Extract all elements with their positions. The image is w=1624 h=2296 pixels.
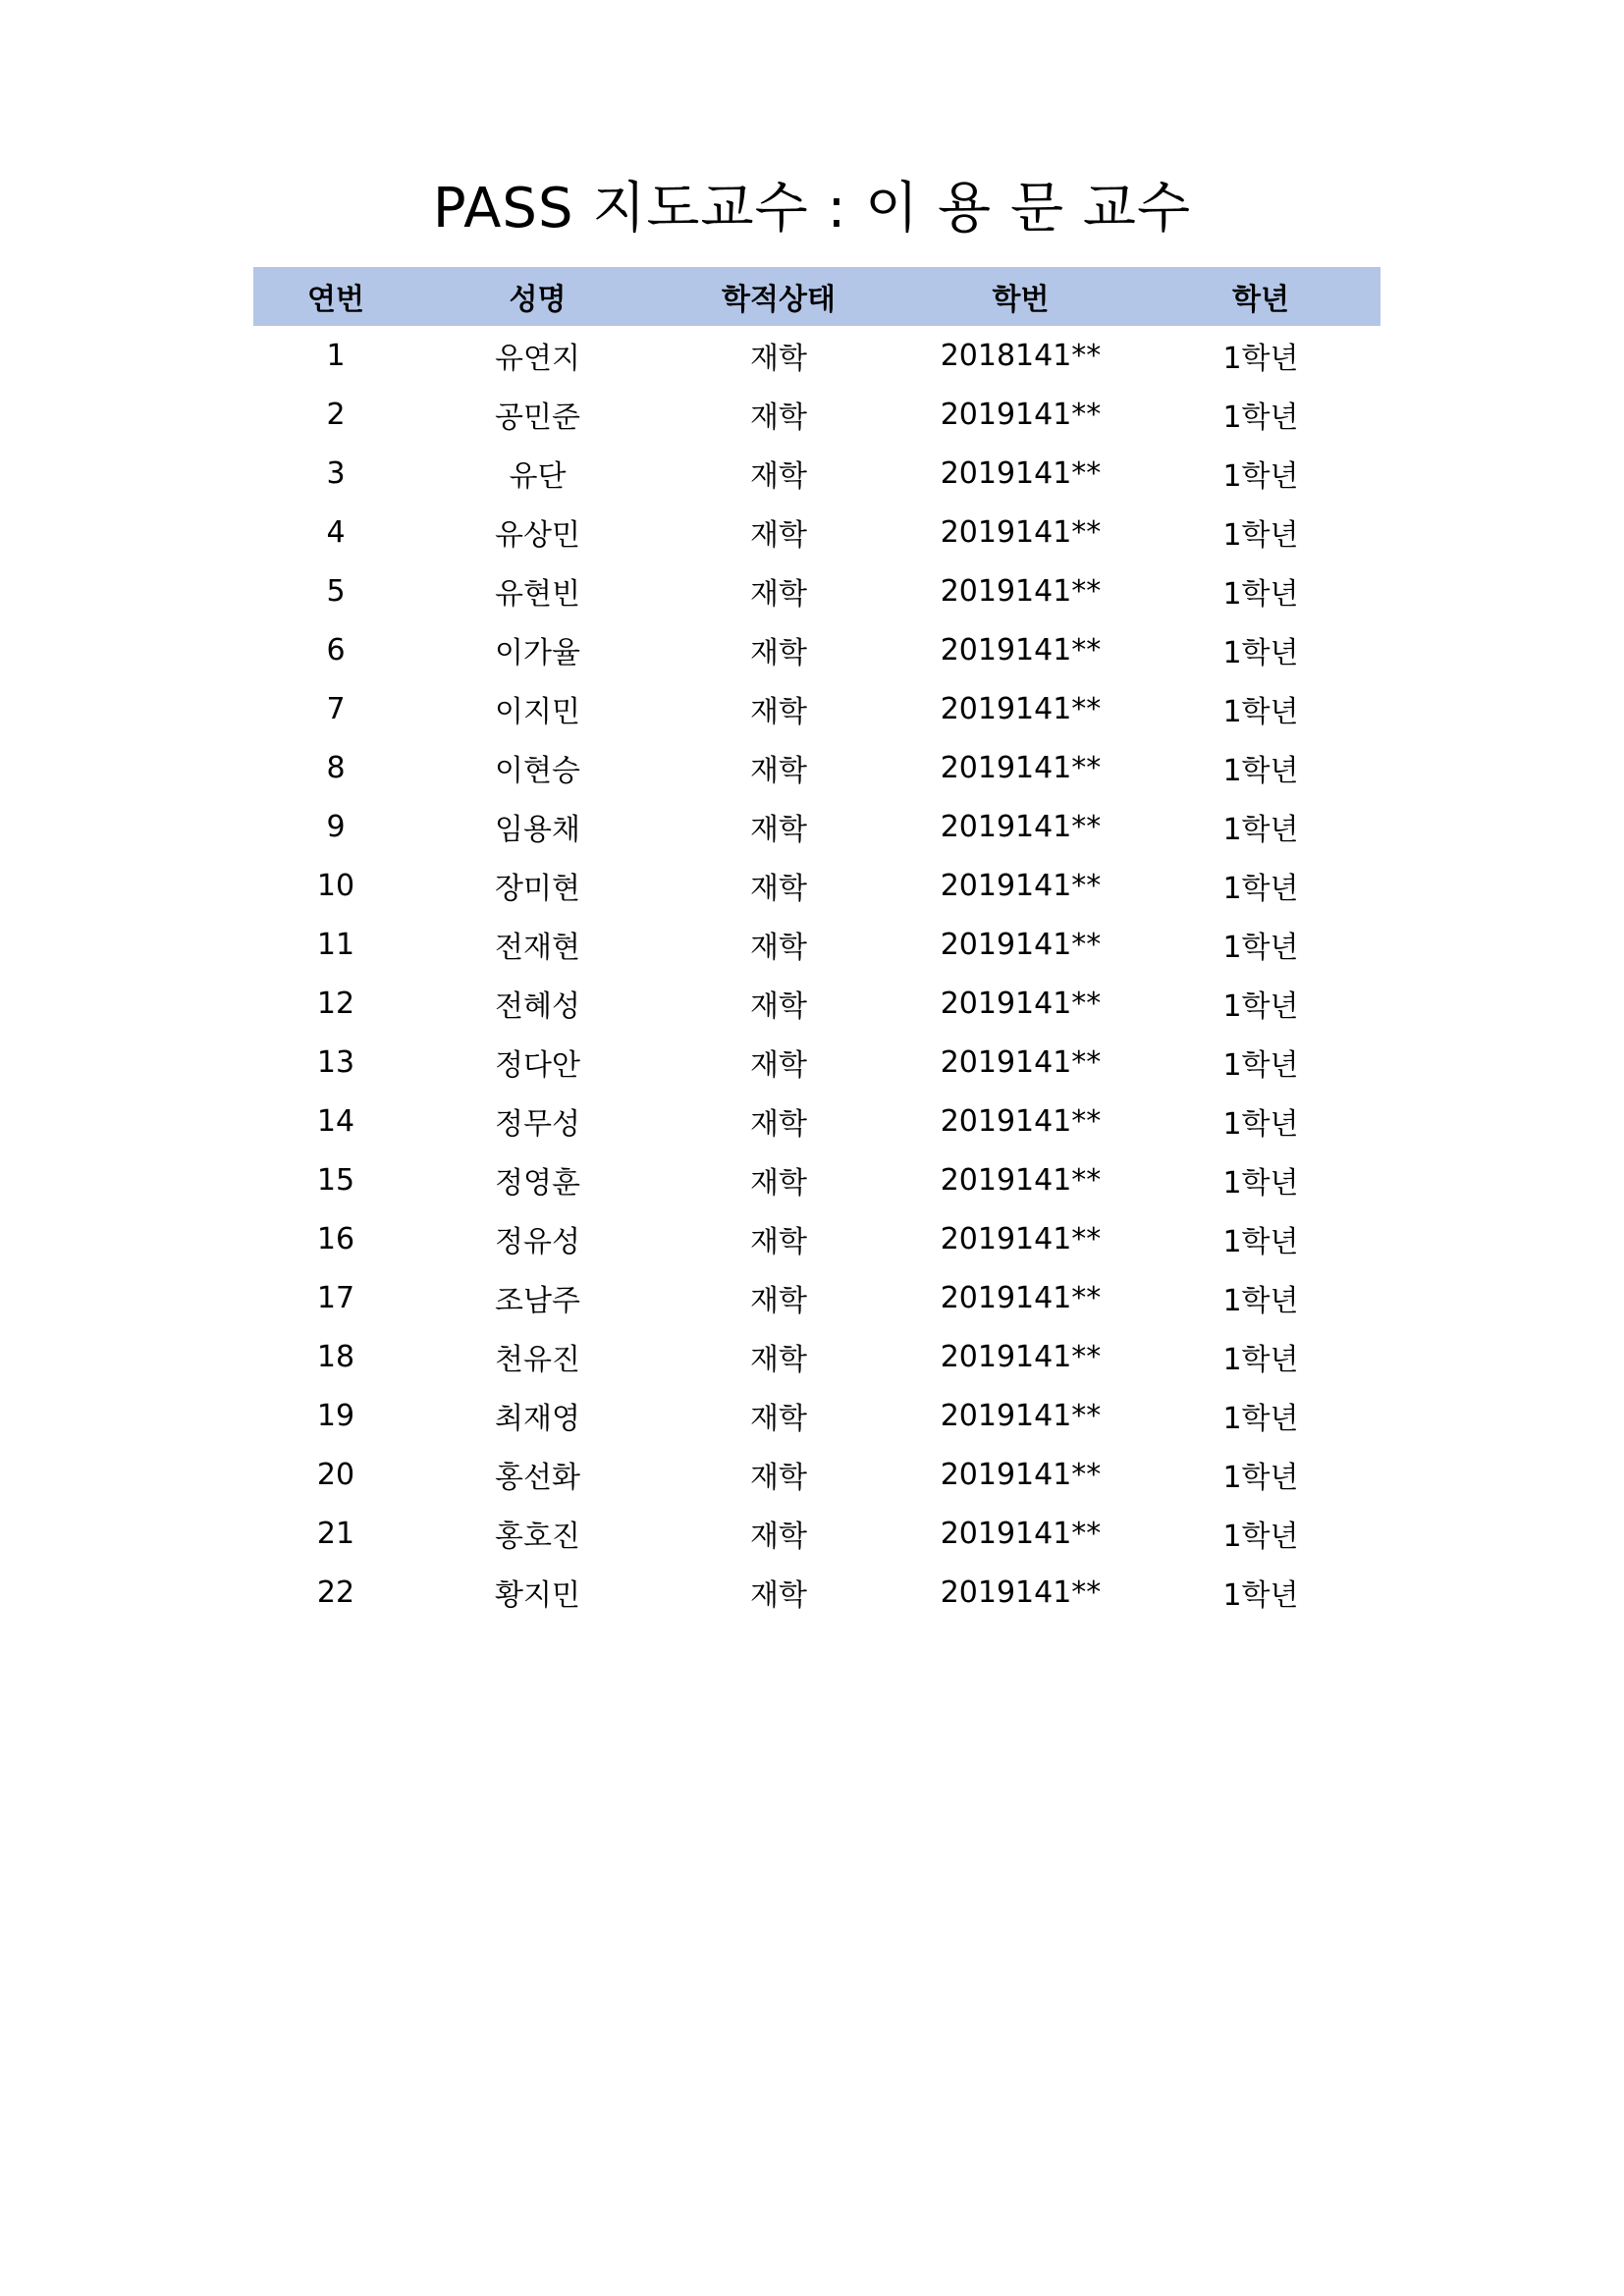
cell-serial: 2: [326, 397, 346, 432]
cell-serial: 9: [326, 809, 346, 844]
cell-student-id: 2019141**: [940, 1339, 1102, 1374]
cell-serial: 14: [316, 1103, 355, 1139]
cell-student-id: 2019141**: [940, 573, 1102, 609]
cell-enrollment-status: 재학: [750, 989, 807, 1024]
table-row: [253, 797, 1380, 856]
cell-enrollment-status: 재학: [750, 1048, 807, 1083]
cell-student-id: 2019141**: [940, 397, 1102, 432]
cell-enrollment-status: 재학: [750, 1107, 807, 1142]
cell-name: 이현승: [495, 754, 580, 788]
cell-student-id: 2019141**: [940, 1398, 1102, 1433]
cell-enrollment-status: 재학: [750, 577, 807, 612]
cell-serial: 7: [326, 691, 346, 726]
cell-serial: 5: [326, 573, 346, 609]
table-row: [253, 1327, 1380, 1386]
cell-serial: 8: [326, 750, 346, 785]
cell-grade: 1학년: [1222, 459, 1299, 494]
table-row: [253, 1445, 1380, 1504]
table-row: [253, 1563, 1380, 1622]
cell-enrollment-status: 재학: [750, 1578, 807, 1613]
cell-name: 공민준: [495, 400, 580, 435]
cell-serial: 19: [316, 1398, 355, 1433]
cell-serial: 20: [316, 1457, 355, 1492]
cell-name: 정유성: [495, 1225, 580, 1259]
cell-grade: 1학년: [1222, 1225, 1299, 1259]
cell-serial: 4: [326, 514, 346, 550]
cell-name: 유단: [509, 459, 567, 494]
cell-student-id: 2019141**: [940, 691, 1102, 726]
cell-enrollment-status: 재학: [750, 636, 807, 670]
page-title: PASS 지도교수 : 이 용 문 교수: [432, 177, 1192, 240]
cell-name: 장미현: [495, 872, 580, 906]
cell-name: 홍선화: [495, 1461, 580, 1495]
cell-grade: 1학년: [1222, 1461, 1299, 1495]
cell-student-id: 2019141**: [940, 632, 1102, 667]
cell-grade: 1학년: [1222, 1343, 1299, 1377]
cell-serial: 22: [316, 1575, 355, 1610]
cell-grade: 1학년: [1222, 989, 1299, 1024]
cell-serial: 11: [316, 927, 355, 962]
cell-student-id: 2019141**: [940, 1044, 1102, 1080]
cell-grade: 1학년: [1222, 1402, 1299, 1436]
column-header-enrollment-status: 학적상태: [657, 267, 900, 326]
cell-name: 유상민: [495, 518, 580, 553]
cell-student-id: 2019141**: [940, 514, 1102, 550]
cell-student-id: 2019141**: [940, 1280, 1102, 1315]
cell-name: 최재영: [495, 1402, 580, 1436]
table-row: [253, 1209, 1380, 1268]
cell-student-id: 2019141**: [940, 1575, 1102, 1610]
cell-grade: 1학년: [1222, 1520, 1299, 1554]
cell-student-id: 2019141**: [940, 868, 1102, 903]
cell-grade: 1학년: [1222, 754, 1299, 788]
table-row: [253, 1386, 1380, 1445]
table-row: [253, 1150, 1380, 1209]
cell-name: 이지민: [495, 695, 580, 729]
cell-name: 임용채: [495, 813, 580, 847]
cell-student-id: 2019141**: [940, 1162, 1102, 1198]
table-header: [253, 267, 1380, 326]
cell-enrollment-status: 재학: [750, 1166, 807, 1201]
cell-student-id: 2019141**: [940, 1457, 1102, 1492]
cell-serial: 12: [316, 986, 355, 1021]
table-row: [253, 620, 1380, 679]
table-row: [253, 503, 1380, 561]
cell-student-id: 2019141**: [940, 986, 1102, 1021]
cell-serial: 10: [316, 868, 355, 903]
cell-enrollment-status: 재학: [750, 1225, 807, 1259]
cell-enrollment-status: 재학: [750, 695, 807, 729]
cell-name: 전재현: [495, 931, 580, 965]
cell-name: 유연지: [495, 342, 580, 376]
table-row: [253, 856, 1380, 915]
cell-enrollment-status: 재학: [750, 1461, 807, 1495]
table-row: [253, 915, 1380, 974]
cell-name: 이가율: [495, 636, 580, 670]
cell-serial: 18: [316, 1339, 355, 1374]
cell-enrollment-status: 재학: [750, 342, 807, 376]
table-row: [253, 444, 1380, 503]
column-header-student-id: 학번: [900, 267, 1141, 326]
table-row: [253, 974, 1380, 1033]
cell-enrollment-status: 재학: [750, 400, 807, 435]
cell-enrollment-status: 재학: [750, 931, 807, 965]
column-header-name: 성명: [418, 267, 657, 326]
cell-student-id: 2019141**: [940, 809, 1102, 844]
cell-grade: 1학년: [1222, 342, 1299, 376]
table-row: [253, 679, 1380, 738]
table-row: [253, 385, 1380, 444]
cell-serial: 6: [326, 632, 346, 667]
column-header-serial: 연번: [253, 267, 418, 326]
cell-enrollment-status: 재학: [750, 813, 807, 847]
cell-name: 홍호진: [495, 1520, 580, 1554]
table-row: [253, 561, 1380, 620]
cell-name: 황지민: [495, 1578, 580, 1613]
cell-student-id: 2019141**: [940, 1221, 1102, 1256]
table-row: [253, 738, 1380, 797]
cell-serial: 1: [326, 338, 346, 373]
cell-student-id: 2019141**: [940, 1516, 1102, 1551]
cell-name: 유현빈: [495, 577, 580, 612]
cell-enrollment-status: 재학: [750, 754, 807, 788]
student-roster-table: [253, 267, 1380, 1622]
cell-name: 정무성: [495, 1107, 580, 1142]
cell-serial: 13: [316, 1044, 355, 1080]
cell-grade: 1학년: [1222, 813, 1299, 847]
cell-serial: 21: [316, 1516, 355, 1551]
cell-serial: 16: [316, 1221, 355, 1256]
table-row: [253, 1504, 1380, 1563]
cell-student-id: 2019141**: [940, 750, 1102, 785]
cell-enrollment-status: 재학: [750, 459, 807, 494]
cell-enrollment-status: 재학: [750, 872, 807, 906]
cell-name: 정영훈: [495, 1166, 580, 1201]
cell-grade: 1학년: [1222, 1107, 1299, 1142]
cell-grade: 1학년: [1222, 1578, 1299, 1613]
cell-grade: 1학년: [1222, 872, 1299, 906]
cell-student-id: 2019141**: [940, 455, 1102, 491]
cell-serial: 3: [326, 455, 346, 491]
cell-student-id: 2019141**: [940, 1103, 1102, 1139]
table-row: [253, 1092, 1380, 1150]
cell-grade: 1학년: [1222, 400, 1299, 435]
cell-grade: 1학년: [1222, 636, 1299, 670]
cell-serial: 15: [316, 1162, 355, 1198]
table-row: [253, 326, 1380, 385]
table-row: [253, 1268, 1380, 1327]
table-row: [253, 1033, 1380, 1092]
cell-name: 전혜성: [495, 989, 580, 1024]
cell-grade: 1학년: [1222, 1284, 1299, 1318]
cell-student-id: 2019141**: [940, 927, 1102, 962]
cell-grade: 1학년: [1222, 931, 1299, 965]
cell-name: 정다안: [495, 1048, 580, 1083]
column-header-grade: 학년: [1141, 267, 1380, 326]
cell-enrollment-status: 재학: [750, 518, 807, 553]
cell-student-id: 2018141**: [940, 338, 1102, 373]
header-row: [253, 267, 1380, 326]
cell-grade: 1학년: [1222, 1048, 1299, 1083]
cell-grade: 1학년: [1222, 1166, 1299, 1201]
cell-name: 천유진: [495, 1343, 580, 1377]
cell-enrollment-status: 재학: [750, 1343, 807, 1377]
cell-enrollment-status: 재학: [750, 1402, 807, 1436]
cell-grade: 1학년: [1222, 695, 1299, 729]
cell-enrollment-status: 재학: [750, 1520, 807, 1554]
cell-grade: 1학년: [1222, 518, 1299, 553]
table-body: [253, 326, 1380, 1622]
cell-enrollment-status: 재학: [750, 1284, 807, 1318]
cell-grade: 1학년: [1222, 577, 1299, 612]
cell-name: 조남주: [495, 1284, 580, 1318]
cell-serial: 17: [316, 1280, 355, 1315]
